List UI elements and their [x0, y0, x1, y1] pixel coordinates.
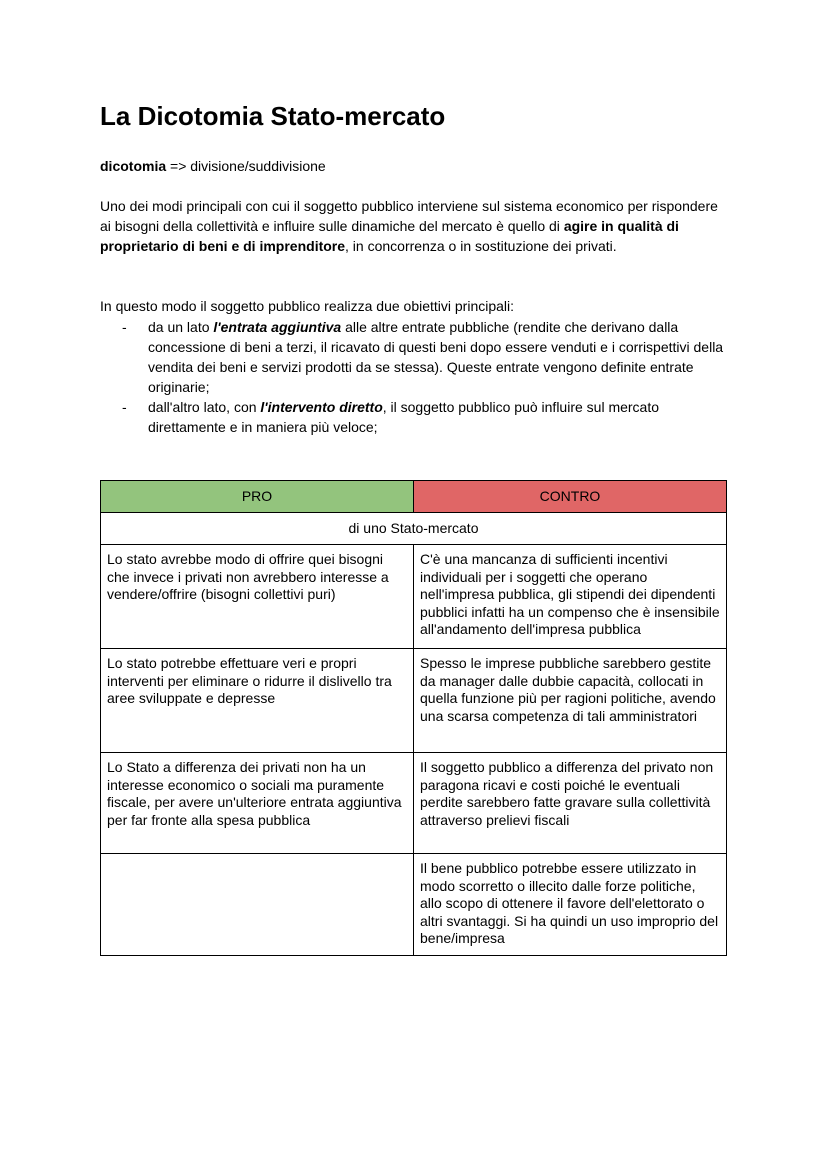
bullet-dash: - [122, 319, 127, 335]
table-row [101, 545, 727, 649]
intro-text-start: Uno dei modi principali con cui il soggetto pubblico interviene sul sistema economico per rispondere ai bisogni della collettività e influire sulle dinamiche del mercato è quello di [100, 198, 718, 234]
list-item [100, 317, 728, 397]
table-row [101, 753, 727, 854]
pro-cell: Lo stato potrebbe effettuare veri e propri interventi per eliminare o ridurre il dislivello tra aree sviluppate e depresse [101, 649, 414, 753]
item-text-after: , il soggetto pubblico può influire sul mercato direttamente e in maniera più veloce; [148, 399, 660, 435]
list-item [100, 397, 728, 437]
item-text-before: da un lato [148, 319, 214, 335]
table-row [101, 854, 727, 956]
bullet-dash: - [122, 399, 127, 415]
pro-cell: Lo Stato a differenza dei privati non ha un interesse economico o sociali ma puramente fiscale, per avere un'ulteriore entrata aggiuntiva per far fronte alla spesa pubblica [101, 753, 414, 854]
item-text-before: dall'altro lato, con [148, 399, 261, 415]
intro-bold-text: agire in qualità di proprietario di beni e di imprenditore [100, 218, 679, 254]
objectives-lead: In questo modo il soggetto pubblico realizza due obiettivi principali: [100, 298, 515, 314]
page-title: La Dicotomia Stato-mercato [100, 101, 446, 131]
pro-cell: Lo stato avrebbe modo di offrire quei bisogni che invece i privati non avrebbero interesse a vendere/offrire (bisogni collettivi puri) [101, 545, 414, 649]
item-emphasis: l'entrata aggiuntiva [213, 319, 342, 335]
table-row [101, 649, 727, 753]
pro-contro-table [100, 480, 727, 956]
definition-arrow: => [170, 158, 187, 174]
contro-cell: Spesso le imprese pubbliche sarebbero gestite da manager dalle dubbie capacità, collocati in quella funzione più per ragioni politiche, avendo una scarsa competenza di tali amministratori [414, 649, 727, 753]
contro-cell: C'è una mancanza di sufficienti incentivi individuali per i soggetti che operano nell'impresa pubblica, gli stipendi dei dipendenti pubblici infatti ha un compenso che è insensibile all'andamento dell'impresa pubblica [414, 545, 727, 649]
pro-header: PRO [101, 481, 414, 513]
objectives-list [100, 317, 728, 437]
definition-meaning: divisione/suddivisione [190, 158, 326, 174]
contro-cell: Il bene pubblico potrebbe essere utilizzato in modo scorretto o illecito dalle forze politiche, allo scopo di ottenere il favore dell'elettorato o altri svantaggi. Si ha quindi un uso improprio del bene/impresa [414, 854, 727, 956]
item-text-after: alle altre entrate pubbliche (rendite che derivano dalla concessione di beni a terzi, il ricavato di questi beni dopo essere venduti e i corrispettivi della vendita dei beni e servizi prodotti da se stessa). Queste entrate vengono definite entrate originarie; [148, 319, 724, 395]
contro-header: CONTRO [414, 481, 727, 513]
item-emphasis: l'intervento diretto [260, 399, 383, 415]
intro-paragraph [100, 196, 728, 256]
definition-term: dicotomia [100, 158, 167, 174]
table-subtitle-row [101, 513, 727, 545]
intro-text-end: , in concorrenza o in sostituzione dei privati. [345, 238, 617, 254]
contro-cell: Il soggetto pubblico a differenza del privato non paragona ricavi e costi poiché le eventuali perdite sarebbero fatte gravare sulla collettività attraverso prelievi fiscali [414, 753, 727, 854]
pro-cell-empty [101, 854, 414, 956]
table-header-row [101, 481, 727, 513]
table-subtitle: di uno Stato-mercato [101, 513, 727, 545]
definition-line [100, 156, 326, 176]
